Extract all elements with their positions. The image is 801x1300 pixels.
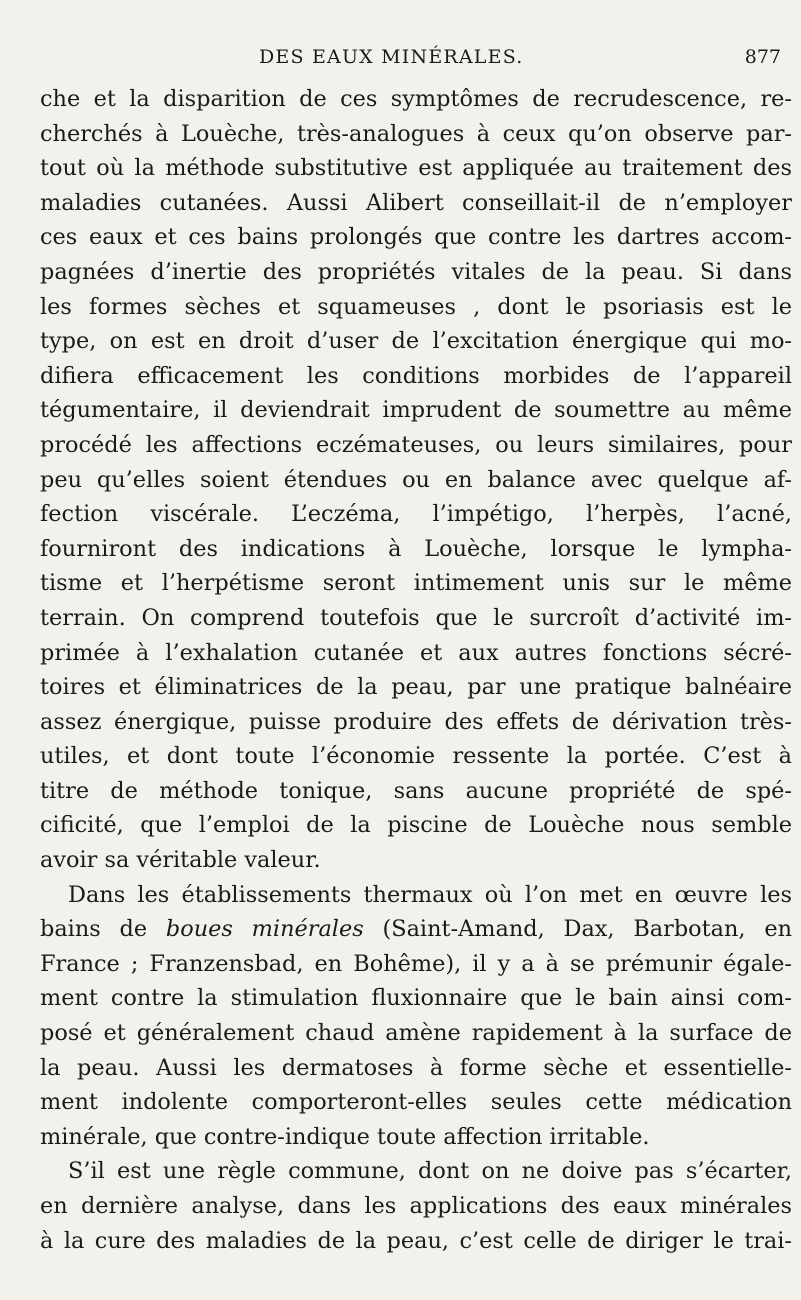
text-line: pagnées d’inertie des propriétés vitales de la peau. Si dans — [40, 258, 792, 285]
text-fragment: bains de — [40, 916, 166, 943]
text-line: fection viscérale. L’eczéma, l’impétigo, l’herpès, l’acné, — [40, 501, 792, 528]
text-line: ment contre la stimulation fluxionnaire que le bain ainsi com- — [40, 985, 792, 1012]
text-line: utiles, et dont toute l’économie ressente la portée. C’est à — [40, 743, 792, 770]
text-line: la peau. Aussi les dermatoses à forme sèche et essentielle- — [40, 1054, 792, 1081]
page-number: 877 — [744, 46, 781, 68]
text-line: posé et généralement chaud amène rapidement à la surface de — [40, 1020, 792, 1047]
text-line: tégumentaire, il deviendrait imprudent de soumettre au même — [40, 397, 792, 424]
text-line: tout où la méthode substitutive est appliquée au traitement des — [40, 155, 792, 182]
text-line: titre de méthode tonique, sans aucune propriété de spé- — [40, 777, 792, 804]
running-header — [74, 46, 781, 76]
text-line: difiera efficacement les conditions morbides de l’appareil — [40, 362, 792, 389]
text-line: France ; Franzensbad, en Bohême), il y a à se prémunir égale- — [40, 950, 792, 977]
text-line: les formes sèches et squameuses , dont le psoriasis est le — [40, 293, 792, 320]
text-line: maladies cutanées. Aussi Alibert conseillait-il de n’employer — [40, 189, 792, 216]
text-line: primée à l’exhalation cutanée et aux autres fonctions sécré- — [40, 639, 792, 666]
text-line — [40, 912, 792, 947]
text-line: S’il est une règle commune, dont on ne doive pas s’écarter, — [68, 1158, 792, 1185]
text-line: toires et éliminatrices de la peau, par une pratique balnéaire — [40, 674, 792, 701]
italic-term: boues minérales — [165, 916, 364, 943]
text-line: minérale, que contre-indique toute affection irritable. — [40, 1123, 650, 1150]
text-line: ment indolente comporteront-elles seules cette médication — [40, 1089, 792, 1116]
text-line: fourniront des indications à Louèche, lorsque le lympha- — [40, 535, 792, 562]
text-line: peu qu’elles soient étendues ou en balance avec quelque af- — [40, 466, 792, 493]
text-line: en dernière analyse, dans les applications des eaux minérales — [40, 1193, 792, 1219]
text-line: Dans les établissements thermaux où l’on met en œuvre les — [68, 881, 792, 908]
text-line: cificité, que l’emploi de la piscine de Louèche nous semble — [40, 812, 792, 839]
text-line: avoir sa véritable valeur. — [40, 847, 321, 874]
text-line: procédé les affections eczémateuses, ou leurs similaires, pour — [40, 431, 792, 458]
running-title: DES EAUX MINÉRALES. — [259, 46, 524, 68]
body-text — [40, 82, 792, 1258]
text-line: terrain. On comprend toutefois que le surcroît d’activité im- — [40, 604, 792, 631]
text-fragment: (Saint-Amand, Dax, Barbotan, en — [363, 916, 792, 943]
text-line: assez énergique, puisse produire des effets de dérivation très- — [40, 708, 792, 735]
text-line: che et la disparition de ces symptômes de recrudescence, re- — [40, 86, 792, 112]
text-line: ces eaux et ces bains prolongés que contre les dartres accom- — [40, 224, 792, 251]
text-line: tisme et l’herpétisme seront intimement unis sur le même — [40, 570, 792, 597]
text-line: type, on est en droit d’user de l’excitation énergique qui mo- — [40, 328, 792, 355]
text-line: à la cure des maladies de la peau, c’est celle de diriger le trai- — [40, 1227, 792, 1254]
text-line: cherchés à Louèche, très-analogues à ceux qu’on observe par- — [40, 120, 792, 147]
